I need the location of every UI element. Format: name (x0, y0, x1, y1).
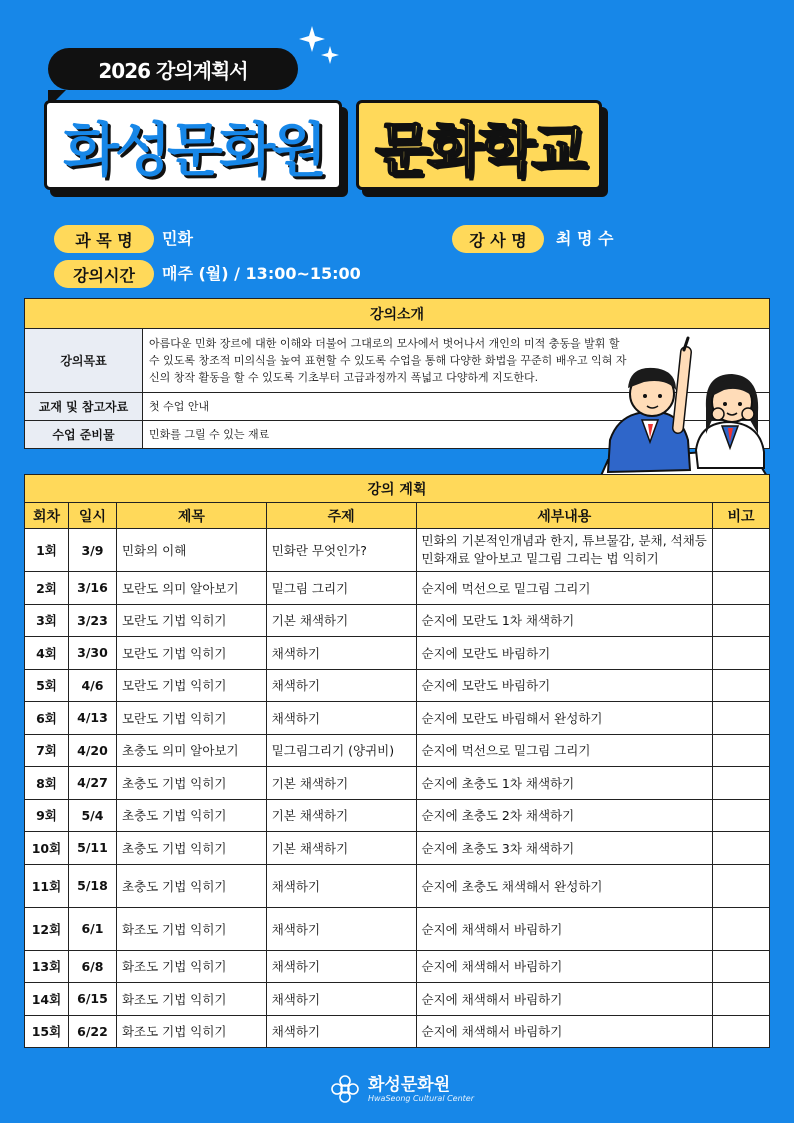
table-cell (713, 572, 770, 605)
footer-logo (330, 1074, 474, 1104)
table-cell: 채색하기 (266, 637, 416, 670)
table-row (25, 637, 770, 670)
table-cell: 순지에 모란도 1차 채색하기 (416, 604, 713, 637)
table-cell (713, 767, 770, 800)
table-cell: 10회 (25, 832, 69, 865)
column-header: 세부내용 (416, 503, 713, 529)
table-cell: 순지에 초충도 2차 채색하기 (416, 799, 713, 832)
table-row (25, 734, 770, 767)
table-cell: 순지에 채색해서 바림하기 (416, 950, 713, 983)
instructor-value: 최 명 수 (556, 229, 614, 248)
table-cell: 초충도 기법 익히기 (116, 832, 266, 865)
table-cell: 민화의 기본적인개념과 한지, 튜브물감, 분채, 석채등 민화재료 알아보고 밑그림 그리는 법 익히기 (416, 529, 713, 572)
table-row (25, 604, 770, 637)
table-cell: 모란도 의미 알아보기 (116, 572, 266, 605)
table-cell: 화조도 기법 익히기 (116, 907, 266, 950)
table-cell: 순지에 모란도 바림하기 (416, 669, 713, 702)
table-cell: 3/9 (68, 529, 116, 572)
table-cell: 모란도 기법 익히기 (116, 669, 266, 702)
table-cell: 순지에 채색해서 바림하기 (416, 907, 713, 950)
table-row (25, 767, 770, 800)
table-row (25, 1015, 770, 1048)
table-cell: 순지에 초충도 채색해서 완성하기 (416, 864, 713, 907)
intro-row-label: 수업 준비물 (25, 421, 143, 449)
table-cell: 밑그림 그리기 (266, 572, 416, 605)
table-cell: 기본 채색하기 (266, 767, 416, 800)
table-cell (713, 702, 770, 735)
table-cell: 초충도 기법 익히기 (116, 767, 266, 800)
table-cell: 14회 (25, 983, 69, 1016)
table-cell: 채색하기 (266, 983, 416, 1016)
table-cell: 5/18 (68, 864, 116, 907)
table-cell: 13회 (25, 950, 69, 983)
table-cell (713, 983, 770, 1016)
table-row (25, 702, 770, 735)
table-cell: 4/6 (68, 669, 116, 702)
table-row (25, 983, 770, 1016)
table-cell (713, 669, 770, 702)
table-cell: 화조도 기법 익히기 (116, 1015, 266, 1048)
flower-logo-icon (330, 1074, 360, 1104)
table-cell: 6/15 (68, 983, 116, 1016)
table-cell: 순지에 초충도 3차 채색하기 (416, 832, 713, 865)
table-row (25, 572, 770, 605)
table-row (25, 950, 770, 983)
table-cell: 밑그림그리기 (양귀비) (266, 734, 416, 767)
table-cell: 8회 (25, 767, 69, 800)
table-cell: 순지에 먹선으로 밑그림 그리기 (416, 734, 713, 767)
table-cell: 6/1 (68, 907, 116, 950)
table-cell: 모란도 기법 익히기 (116, 702, 266, 735)
table-row (25, 832, 770, 865)
table-cell: 모란도 기법 익히기 (116, 604, 266, 637)
column-header: 비고 (713, 503, 770, 529)
table-cell: 6/22 (68, 1015, 116, 1048)
table-cell: 순지에 먹선으로 밑그림 그리기 (416, 572, 713, 605)
table-cell: 채색하기 (266, 907, 416, 950)
intro-row-label: 강의목표 (25, 329, 143, 393)
table-cell: 4회 (25, 637, 69, 670)
table-cell: 민화란 무엇인가? (266, 529, 416, 572)
table-cell (713, 864, 770, 907)
table-cell: 1회 (25, 529, 69, 572)
table-cell: 6/8 (68, 950, 116, 983)
table-row (25, 669, 770, 702)
table-cell: 7회 (25, 734, 69, 767)
table-cell (713, 529, 770, 572)
table-cell (713, 950, 770, 983)
footer-subtitle: HwaSeong Cultural Center (368, 1093, 475, 1103)
table-row (25, 907, 770, 950)
instructor-label: 강 사 명 (452, 225, 544, 253)
table-cell: 초충도 기법 익히기 (116, 864, 266, 907)
table-cell: 순지에 채색해서 바림하기 (416, 1015, 713, 1048)
column-header: 주제 (266, 503, 416, 529)
table-cell: 채색하기 (266, 864, 416, 907)
table-cell: 순지에 채색해서 바림하기 (416, 983, 713, 1016)
table-cell (713, 734, 770, 767)
table-cell: 12회 (25, 907, 69, 950)
table-cell: 모란도 기법 익히기 (116, 637, 266, 670)
table-row (25, 799, 770, 832)
intro-row-value: 첫 수업 안내 (143, 393, 770, 421)
intro-row-value: 아름다운 민화 장르에 대한 이해와 더불어 그대로의 모사에서 벗어나서 개인의 미적 충동을 발휘 할 수 있도록 창조적 미의식을 높여 표현할 수 있도록 수업을 통해 다양한 화법을 꾸준히 배우고 익혀 자신의 창작 활동을 할 수 있도록 기초부터 고급과정까지 폭넓고 다양하게 지도한다. (143, 329, 770, 393)
table-cell (713, 907, 770, 950)
students-illustration (600, 330, 770, 480)
table-row (25, 529, 770, 572)
table-cell: 5/11 (68, 832, 116, 865)
table-cell (713, 832, 770, 865)
table-cell: 3/16 (68, 572, 116, 605)
table-cell: 순지에 모란도 바림하기 (416, 637, 713, 670)
table-cell: 초충도 기법 익히기 (116, 799, 266, 832)
table-cell: 3회 (25, 604, 69, 637)
table-cell: 4/27 (68, 767, 116, 800)
table-cell: 채색하기 (266, 702, 416, 735)
page-title (44, 100, 602, 190)
plan-table (24, 474, 770, 1048)
table-cell (713, 604, 770, 637)
table-cell: 15회 (25, 1015, 69, 1048)
table-row (25, 864, 770, 907)
column-header: 제목 (116, 503, 266, 529)
table-cell: 6회 (25, 702, 69, 735)
time-label: 강의시간 (54, 260, 154, 288)
table-cell: 기본 채색하기 (266, 604, 416, 637)
plan-title: 강의 계획 (25, 475, 770, 503)
footer-name: 화성문화원 (368, 1074, 451, 1095)
plan-header-row (25, 503, 770, 529)
table-cell: 채색하기 (266, 950, 416, 983)
subject-label: 과 목 명 (54, 225, 154, 253)
table-cell: 화조도 기법 익히기 (116, 950, 266, 983)
title-accent: 문화학교 (356, 100, 602, 190)
subject-value: 민화 (162, 229, 193, 248)
table-cell (713, 1015, 770, 1048)
table-cell: 3/30 (68, 637, 116, 670)
table-cell: 기본 채색하기 (266, 799, 416, 832)
table-cell: 채색하기 (266, 1015, 416, 1048)
table-cell: 4/13 (68, 702, 116, 735)
table-cell: 순지에 초충도 1차 채색하기 (416, 767, 713, 800)
column-header: 일시 (68, 503, 116, 529)
intro-row-value: 민화를 그릴 수 있는 재료 (143, 421, 770, 449)
table-cell: 5회 (25, 669, 69, 702)
table-cell: 5/4 (68, 799, 116, 832)
table-cell: 2회 (25, 572, 69, 605)
intro-title: 강의소개 (25, 299, 770, 329)
table-cell (713, 637, 770, 670)
table-cell: 순지에 모란도 바림해서 완성하기 (416, 702, 713, 735)
time-value: 매주 (월) / 13:00~15:00 (162, 264, 361, 283)
plan-label-badge: 2026 강의계획서 (48, 48, 298, 90)
sparkle-icon (298, 24, 342, 68)
table-cell: 기본 채색하기 (266, 832, 416, 865)
table-cell: 초충도 의미 알아보기 (116, 734, 266, 767)
table-cell: 채색하기 (266, 669, 416, 702)
table-cell: 9회 (25, 799, 69, 832)
table-cell: 4/20 (68, 734, 116, 767)
table-cell: 화조도 기법 익히기 (116, 983, 266, 1016)
table-cell: 민화의 이해 (116, 529, 266, 572)
table-cell (713, 799, 770, 832)
column-header: 회차 (25, 503, 69, 529)
table-cell: 11회 (25, 864, 69, 907)
table-cell: 3/23 (68, 604, 116, 637)
intro-row-label: 교재 및 참고자료 (25, 393, 143, 421)
title-main: 화성문화원 (44, 100, 342, 190)
